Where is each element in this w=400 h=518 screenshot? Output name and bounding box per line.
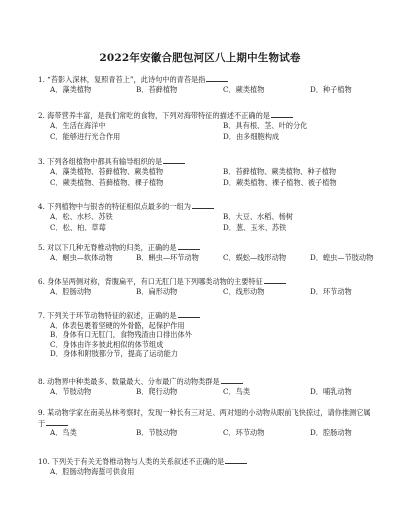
question-stem: 9. 某动物学家在南美丛林考察时，发现一种长有三对足、两对翅的小动物从眼前飞快掠过，请你推测它属于	[38, 408, 371, 428]
question-stem: 5. 对以下几种无脊椎动物的归类，正确的是	[38, 243, 177, 252]
option-a: A．体表包裹着坚硬的外骨骼，起保护作用	[50, 320, 185, 330]
answer-blank	[178, 242, 200, 250]
answer-blank	[46, 418, 68, 426]
question-stem: 4. 下列植物中与银杏的特征相似点最多的一组为	[38, 202, 191, 211]
question-5	[38, 242, 373, 264]
option-c: C．身体由许多彼此相似的体节组成	[50, 339, 164, 349]
option-a: A．生活在海洋中	[50, 120, 106, 130]
question-9	[38, 408, 373, 439]
option-a: A．蛔虫—软体动物	[50, 252, 113, 262]
question-stem: 6. 身体呈两侧对称，背腹扁平，有口无肛门是下列哪类动物的主要特征	[38, 277, 263, 286]
question-7	[38, 310, 373, 359]
question-6	[38, 276, 373, 298]
option-a: A．腔肠动物海蜇可供食用	[50, 466, 135, 476]
option-a: A．节肢动物	[50, 386, 92, 396]
option-c: C．蕨类植物、苔藓植物、裸子植物	[50, 177, 164, 187]
option-d: D．蕨类植物、裸子植物、被子植物	[223, 177, 337, 187]
option-b: B．苔藓植物	[136, 84, 178, 94]
answer-blank	[221, 376, 243, 384]
option-a: A．鸟类	[50, 428, 77, 437]
option-c: C．松、柏、草莓	[50, 222, 106, 232]
option-d: D．哺乳动物	[310, 386, 352, 396]
question-stem: 7. 下列关于环节动物特征的叙述，正确的是	[38, 311, 177, 320]
answer-blank	[271, 110, 293, 118]
option-c: C．环节动物	[223, 428, 265, 437]
option-c: C．蕨类植物	[223, 84, 265, 94]
answer-blank	[206, 74, 228, 82]
option-d: D．葱、玉米、苏铁	[223, 222, 287, 232]
question-4	[38, 201, 373, 234]
answer-blank	[225, 456, 247, 464]
question-stem: 2. 海带营养丰富，是我们常吃的食物，下列对海带特征的描述不正确的是	[38, 111, 270, 120]
question-stem: 8. 动物界中种类最多、数量最大、分布最广的动物类群是	[38, 377, 220, 386]
option-c: C．鸟类	[223, 386, 251, 396]
answer-blank	[178, 310, 200, 318]
question-3	[38, 156, 373, 189]
option-b: B．具有根、茎、叶的分化	[223, 120, 308, 130]
option-b: B．节肢动物	[136, 428, 178, 437]
option-d: D．种子植物	[310, 84, 352, 94]
question-10	[38, 456, 373, 476]
option-b: B．身体有口无肛门，食物残渣由口排出体外	[50, 330, 192, 339]
page-title: 2022年安徽合肥包河区八上期中生物试卷	[99, 52, 301, 64]
question-stem: 10. 下列关于有关无脊椎动物与人类的关系叙述不正确的是	[38, 457, 225, 466]
question-1	[38, 74, 373, 96]
option-a: A．藻类植物	[50, 84, 92, 94]
option-d: D．身体和附肢都分节，提高了运动能力	[50, 349, 178, 358]
option-d: D．腔肠动物	[310, 428, 352, 437]
answer-blank	[264, 276, 286, 284]
question-stem: 3. 下列各组植物中都具有输导组织的是	[38, 157, 163, 166]
option-d: D．蝗虫—节肢动物	[310, 252, 374, 262]
option-c: C．线形动物	[223, 286, 265, 296]
option-b: B．蝌虫—环节动物	[136, 252, 199, 262]
option-d: D．由多细胞构成	[223, 131, 280, 141]
option-b: B．苔藓植物、蕨类植物、种子植物	[223, 166, 337, 176]
question-stem: 1. “苔影入深林，复照青苔上”，此诗句中的青苔是指	[38, 75, 206, 84]
answer-blank	[192, 201, 214, 209]
option-b: B．扁形动物	[136, 286, 178, 296]
option-b: B．爬行动物	[136, 386, 178, 396]
question-2	[38, 110, 373, 143]
answer-blank	[163, 156, 185, 164]
option-a: A．腔肠动物	[50, 286, 92, 296]
option-c: C．蜈蚣—线形动物	[223, 252, 287, 262]
question-8	[38, 376, 373, 398]
option-b: B．大豆、水稻、杨树	[223, 211, 293, 221]
option-a: A．藻类植物、苔藓植物、蕨类植物	[50, 166, 164, 176]
option-a: A．松、水杉、苏铁	[50, 211, 113, 221]
option-d: D．环节动物	[310, 286, 352, 296]
option-c: C．能够进行光合作用	[50, 131, 121, 141]
